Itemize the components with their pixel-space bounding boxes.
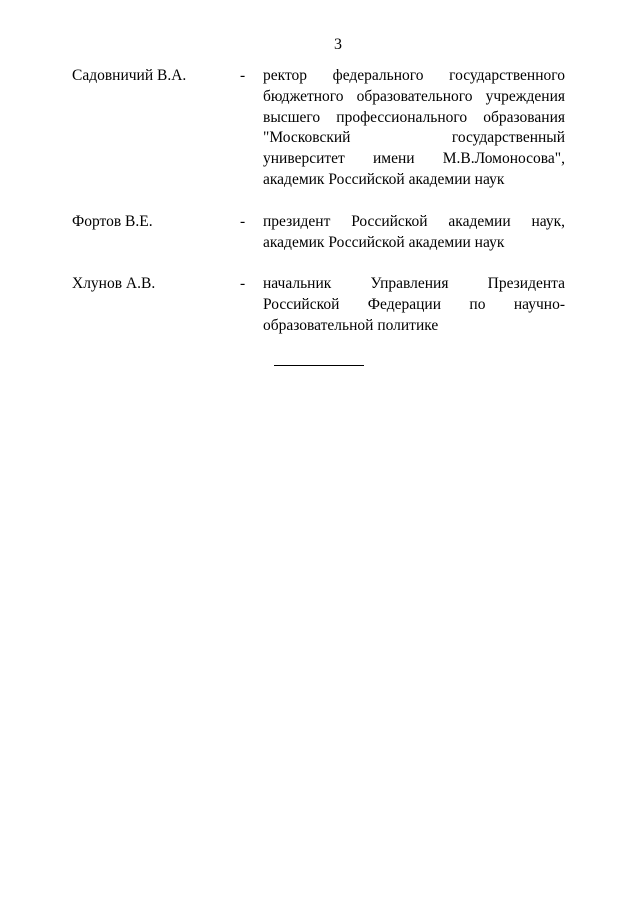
position-line: президент Российской академии наук, <box>263 212 565 230</box>
page-number: 3 <box>334 36 342 53</box>
member-position <box>263 274 565 336</box>
position-line: академик Российской академии наук <box>263 233 505 251</box>
member-list <box>72 66 572 337</box>
position-line: академик Российской академии наук <box>263 170 505 188</box>
dash-separator: - <box>240 67 246 84</box>
position-line: образовательной политике <box>263 316 439 334</box>
member-name: Садовничий В.А. <box>72 67 187 84</box>
member-entry <box>72 212 572 254</box>
member-name: Фортов В.Е. <box>72 212 153 230</box>
position-line: начальник Управления Президента <box>263 275 565 293</box>
member-name: Хлунов А.В. <box>72 275 156 293</box>
member-entry <box>72 66 572 191</box>
position-line: университет имени М.В.Ломоносова", <box>263 150 565 168</box>
member-position <box>263 212 565 254</box>
position-line: высшего профессионального образования <box>263 108 565 126</box>
position-line: ректор федерального государственного <box>263 67 565 84</box>
position-line: Российской Федерации по научно- <box>263 296 565 314</box>
member-position <box>263 66 565 191</box>
position-line: бюджетного образовательного учреждения <box>263 87 565 105</box>
dash-separator: - <box>240 275 246 293</box>
end-of-list-rule <box>274 365 364 366</box>
position-line: "Московский государственный <box>263 129 565 147</box>
member-entry <box>72 274 572 336</box>
dash-separator: - <box>240 212 246 230</box>
